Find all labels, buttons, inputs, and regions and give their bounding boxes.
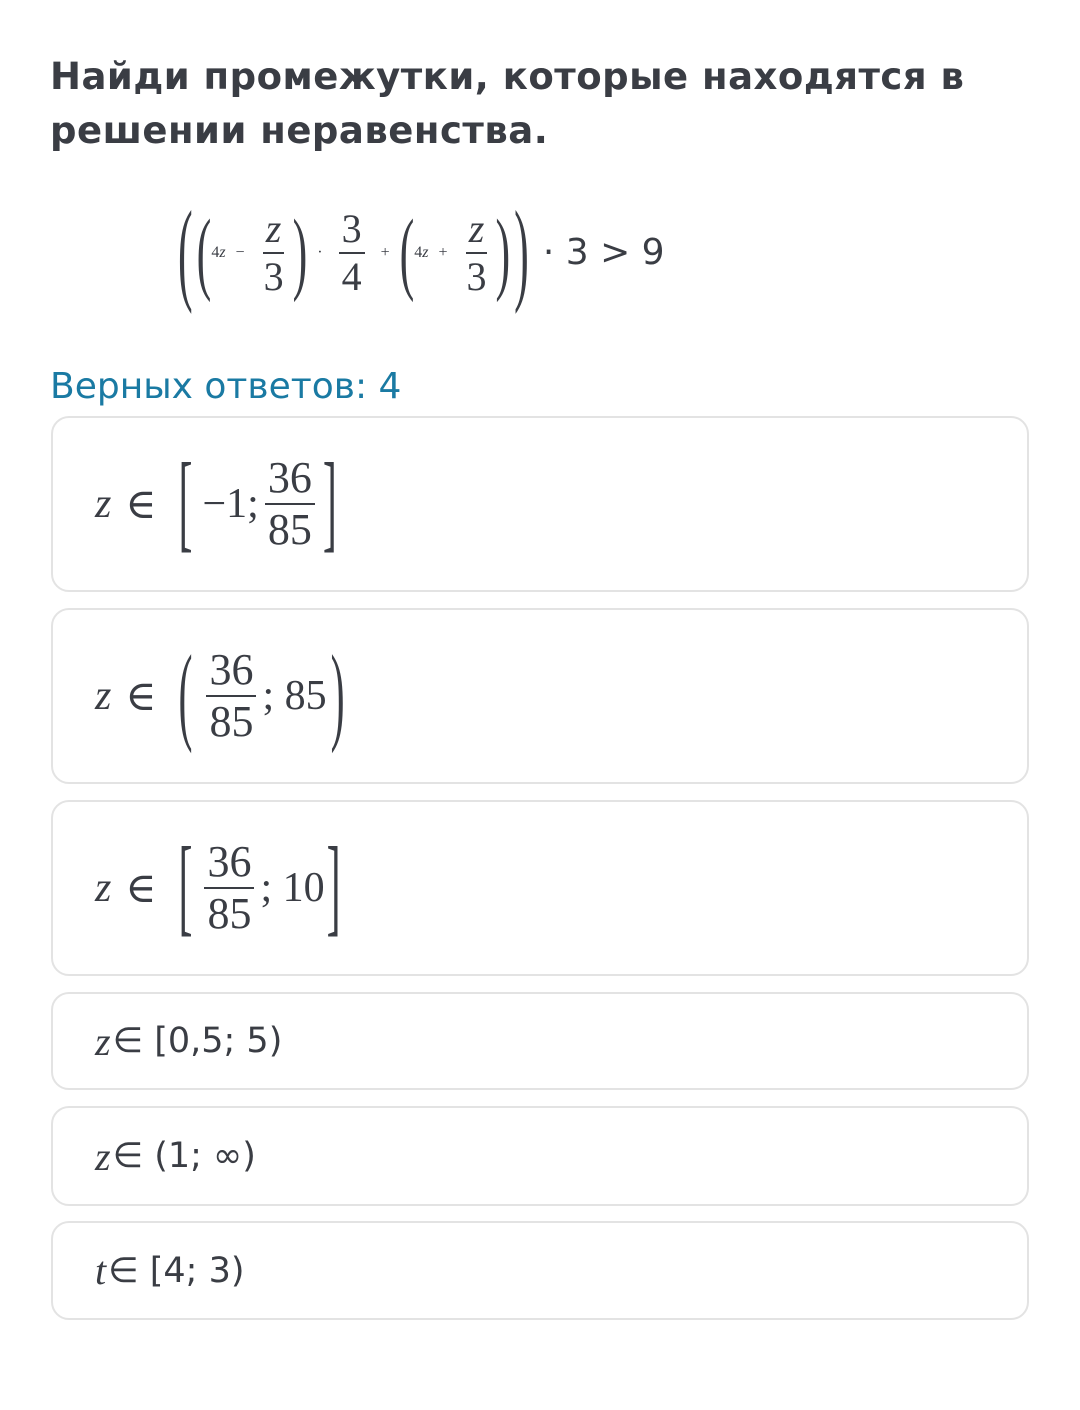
answer-option-1[interactable]: [51, 416, 1029, 592]
plus-sign-b: +: [438, 243, 448, 261]
plus-sign-a: +: [380, 243, 390, 261]
inequality-formula: [178, 187, 665, 315]
correct-answers-count: Верных ответов: 4: [50, 366, 402, 407]
fraction-z-over-3-a: $\frac{z}{3}$: [263, 205, 284, 299]
answer-option-4[interactable]: [51, 992, 1029, 1090]
minus-sign: −: [235, 243, 245, 261]
option-1-math: z ∈ [ −1; $\frac{36}{85}$ ]: [95, 444, 337, 564]
option-6-text: t ∈ [4; 3): [95, 1248, 245, 1293]
inner-left-paren-2: (: [399, 200, 415, 303]
answer-option-6[interactable]: [51, 1221, 1029, 1320]
outer-right-paren: ): [514, 187, 529, 315]
inner-right-paren-1: ): [292, 200, 308, 303]
question-text: Найди промежутки, которые находятся в решении неравенства.: [50, 55, 965, 152]
inner-left-paren-1: (: [196, 200, 212, 303]
formula-tail: · 3 > 9: [542, 232, 665, 273]
inner-right-paren-2: ): [495, 200, 511, 303]
option-3-math: z ∈ [ $\frac{36}{85}$ ; 10 ]: [95, 828, 341, 948]
dot-sign: ·: [317, 243, 323, 261]
answer-option-2[interactable]: [51, 608, 1029, 784]
option-4-text: z ∈ [0,5; 5): [95, 1018, 283, 1064]
outer-left-paren: (: [178, 187, 193, 315]
term-4z-a: 4z: [211, 243, 226, 261]
fraction-3-over-4: $\frac{3}{4}$: [339, 208, 365, 298]
fraction-36-over-85: $\frac{36}{85}$: [265, 455, 315, 553]
option-5-text: z ∈ (1; ∞): [95, 1133, 256, 1179]
term-4z-b: 4z: [414, 243, 429, 261]
fraction-36-over-85: $\frac{36}{85}$: [206, 647, 256, 745]
fraction-z-over-3-b: $\frac{z}{3}$: [466, 205, 487, 299]
option-2-math: z ∈ ( $\frac{36}{85}$ ; 85 ): [95, 636, 345, 756]
answer-option-5[interactable]: [51, 1106, 1029, 1206]
answer-option-3[interactable]: [51, 800, 1029, 976]
fraction-36-over-85: $\frac{36}{85}$: [204, 839, 254, 937]
